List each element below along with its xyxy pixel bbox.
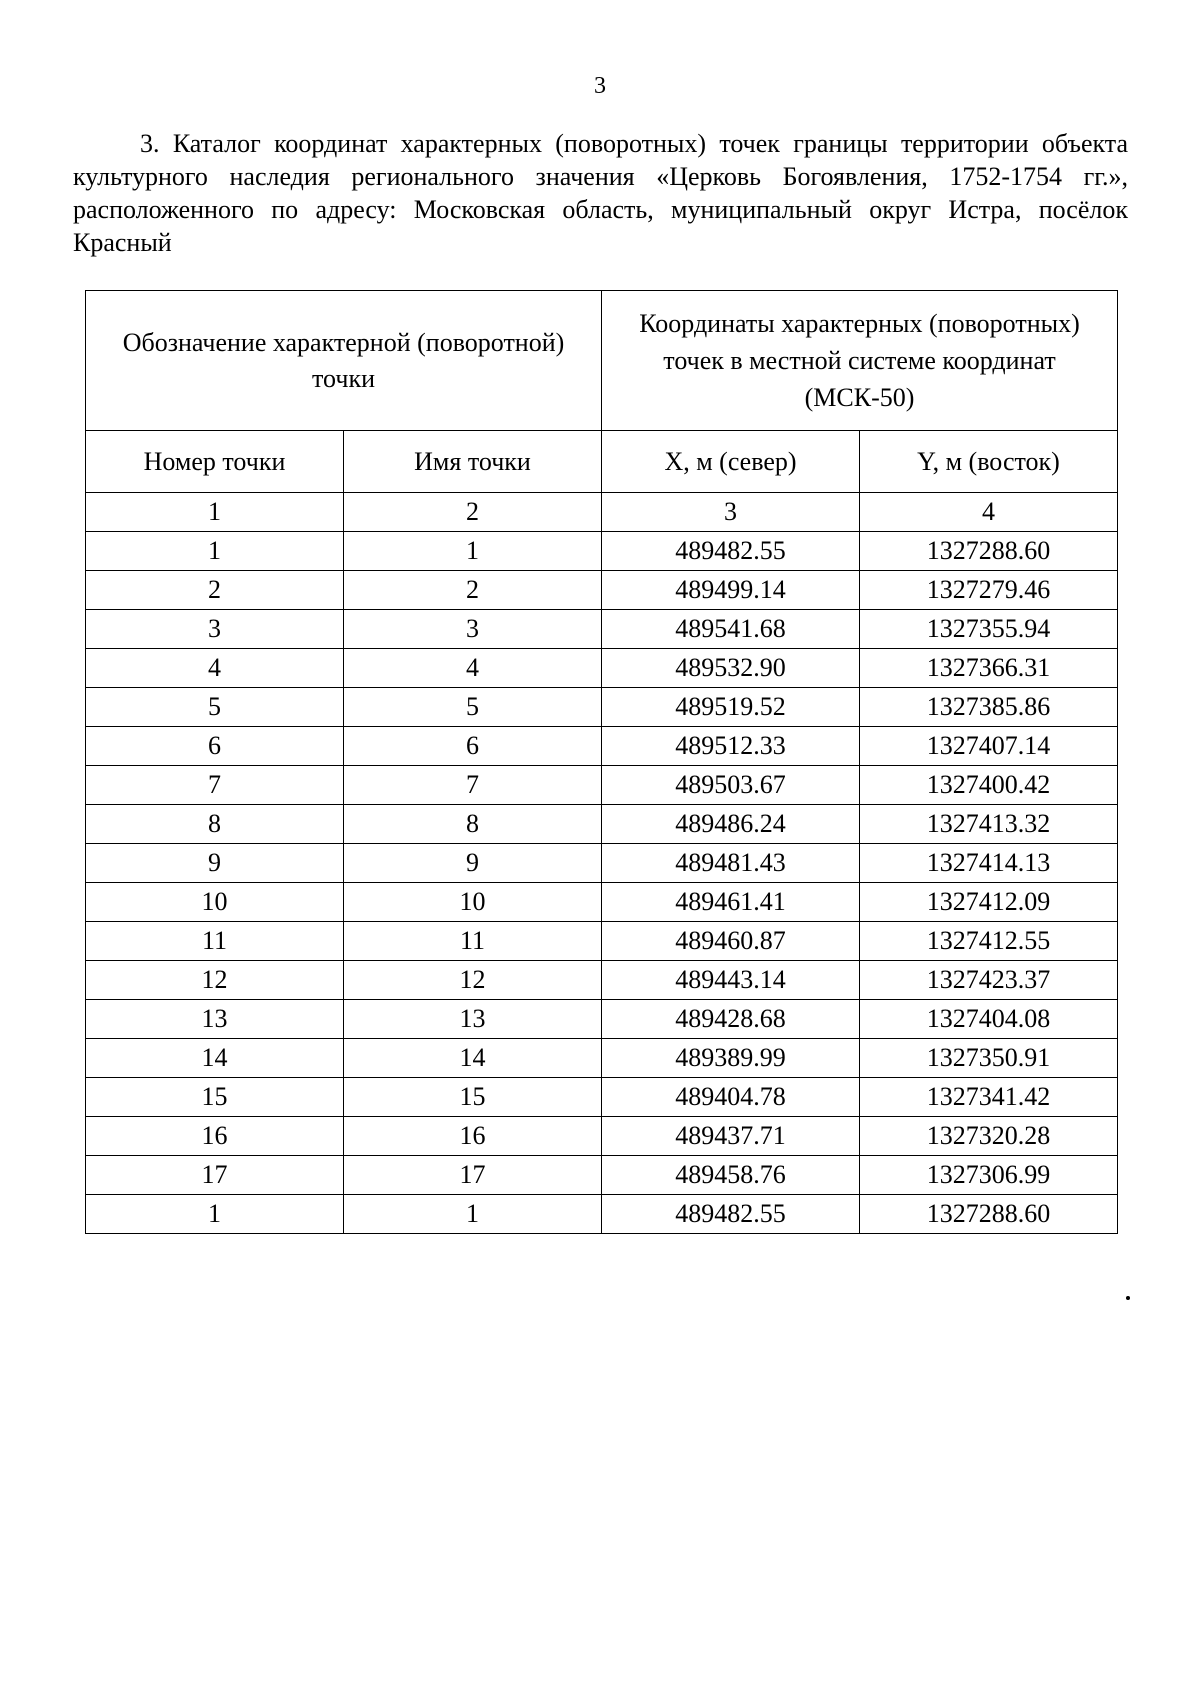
column-header-point-name: Имя точки	[344, 431, 602, 493]
cell-y: 1327412.09	[860, 883, 1118, 922]
cell-point-name: 2	[344, 571, 602, 610]
column-header-x: X, м (север)	[602, 431, 860, 493]
cell-y: 1327407.14	[860, 727, 1118, 766]
cell-point-number: 7	[86, 766, 344, 805]
table-row	[86, 532, 1118, 571]
cell-x: 489519.52	[602, 688, 860, 727]
table-row	[86, 922, 1118, 961]
cell-x: 489482.55	[602, 532, 860, 571]
cell-y: 1327320.28	[860, 1117, 1118, 1156]
cell-point-number: 9	[86, 844, 344, 883]
cell-point-name: 10	[344, 883, 602, 922]
table-row	[86, 571, 1118, 610]
cell-x: 489499.14	[602, 571, 860, 610]
table-row	[86, 727, 1118, 766]
cell-y: 1327366.31	[860, 649, 1118, 688]
table-row	[86, 1000, 1118, 1039]
column-header-y: Y, м (восток)	[860, 431, 1118, 493]
cell-y: 1327306.99	[860, 1156, 1118, 1195]
cell-point-number: 2	[86, 571, 344, 610]
cell-y: 1327385.86	[860, 688, 1118, 727]
table-row	[86, 1039, 1118, 1078]
cell-point-name: 4	[344, 649, 602, 688]
cell-point-number: 3	[86, 610, 344, 649]
cell-point-name: 17	[344, 1156, 602, 1195]
cell-x: 489461.41	[602, 883, 860, 922]
table-group-header-row	[86, 291, 1118, 431]
column-header-point-number: Номер точки	[86, 431, 344, 493]
cell-y: 1327414.13	[860, 844, 1118, 883]
cell-x: 489482.55	[602, 1195, 860, 1234]
table-row	[86, 1117, 1118, 1156]
cell-point-name: 11	[344, 922, 602, 961]
cell-point-number: 15	[86, 1078, 344, 1117]
cell-point-name: 16	[344, 1117, 602, 1156]
table-row	[86, 1195, 1118, 1234]
cell-y: 1327350.91	[860, 1039, 1118, 1078]
cell-point-name: 8	[344, 805, 602, 844]
cell-x: 489428.68	[602, 1000, 860, 1039]
cell-y: 1327341.42	[860, 1078, 1118, 1117]
cell-x: 489458.76	[602, 1156, 860, 1195]
column-number: 3	[602, 493, 860, 532]
table-row	[86, 610, 1118, 649]
table-row	[86, 649, 1118, 688]
table-column-header-row	[86, 431, 1118, 493]
cell-x: 489481.43	[602, 844, 860, 883]
cell-point-number: 16	[86, 1117, 344, 1156]
cell-point-number: 12	[86, 961, 344, 1000]
cell-point-number: 1	[86, 1195, 344, 1234]
cell-x: 489389.99	[602, 1039, 860, 1078]
designation-group-header: Обозначение характерной (поворотной) точки	[86, 291, 602, 431]
cell-point-number: 13	[86, 1000, 344, 1039]
cell-point-name: 14	[344, 1039, 602, 1078]
column-number: 2	[344, 493, 602, 532]
cell-x: 489404.78	[602, 1078, 860, 1117]
cell-y: 1327355.94	[860, 610, 1118, 649]
table-row	[86, 1156, 1118, 1195]
cell-y: 1327423.37	[860, 961, 1118, 1000]
table-row	[86, 961, 1118, 1000]
cell-point-name: 12	[344, 961, 602, 1000]
cell-x: 489503.67	[602, 766, 860, 805]
table-row	[86, 883, 1118, 922]
cell-y: 1327413.32	[860, 805, 1118, 844]
cell-point-name: 3	[344, 610, 602, 649]
coordinates-group-header: Координаты характерных (поворотных) точек в местной системе координат (МСК-50)	[602, 291, 1118, 431]
cell-y: 1327288.60	[860, 1195, 1118, 1234]
cell-point-number: 17	[86, 1156, 344, 1195]
coordinates-table	[85, 290, 1118, 1234]
cell-x: 489486.24	[602, 805, 860, 844]
cell-y: 1327404.08	[860, 1000, 1118, 1039]
cell-point-number: 1	[86, 532, 344, 571]
table-row	[86, 844, 1118, 883]
cell-point-name: 1	[344, 1195, 602, 1234]
cell-point-name: 9	[344, 844, 602, 883]
cell-point-number: 6	[86, 727, 344, 766]
cell-point-number: 8	[86, 805, 344, 844]
cell-point-number: 4	[86, 649, 344, 688]
table-row	[86, 1078, 1118, 1117]
cell-point-number: 11	[86, 922, 344, 961]
table-row	[86, 805, 1118, 844]
cell-x: 489443.14	[602, 961, 860, 1000]
cell-point-name: 13	[344, 1000, 602, 1039]
cell-point-name: 1	[344, 532, 602, 571]
cell-y: 1327279.46	[860, 571, 1118, 610]
cell-point-name: 6	[344, 727, 602, 766]
cell-x: 489541.68	[602, 610, 860, 649]
table-column-number-row	[86, 493, 1118, 532]
cell-point-number: 14	[86, 1039, 344, 1078]
catalog-heading: 3. Каталог координат характерных (поворотных) точек границы территории объекта культурного наследия регионального значения «Церковь Богоявления, 1752-1754 гг.», расположенного по адресу: Московская область, муниципальный округ Истра, посёлок Красный	[73, 129, 1128, 257]
column-number: 1	[86, 493, 344, 532]
cell-x: 489532.90	[602, 649, 860, 688]
cell-point-number: 10	[86, 883, 344, 922]
stray-dot	[1126, 1296, 1130, 1300]
cell-y: 1327412.55	[860, 922, 1118, 961]
cell-x: 489437.71	[602, 1117, 860, 1156]
column-number: 4	[860, 493, 1118, 532]
cell-y: 1327400.42	[860, 766, 1118, 805]
cell-y: 1327288.60	[860, 532, 1118, 571]
cell-point-name: 5	[344, 688, 602, 727]
table-row	[86, 688, 1118, 727]
cell-point-name: 15	[344, 1078, 602, 1117]
cell-point-number: 5	[86, 688, 344, 727]
cell-point-name: 7	[344, 766, 602, 805]
page-number: 3	[594, 73, 606, 99]
cell-x: 489512.33	[602, 727, 860, 766]
cell-x: 489460.87	[602, 922, 860, 961]
table-row	[86, 766, 1118, 805]
